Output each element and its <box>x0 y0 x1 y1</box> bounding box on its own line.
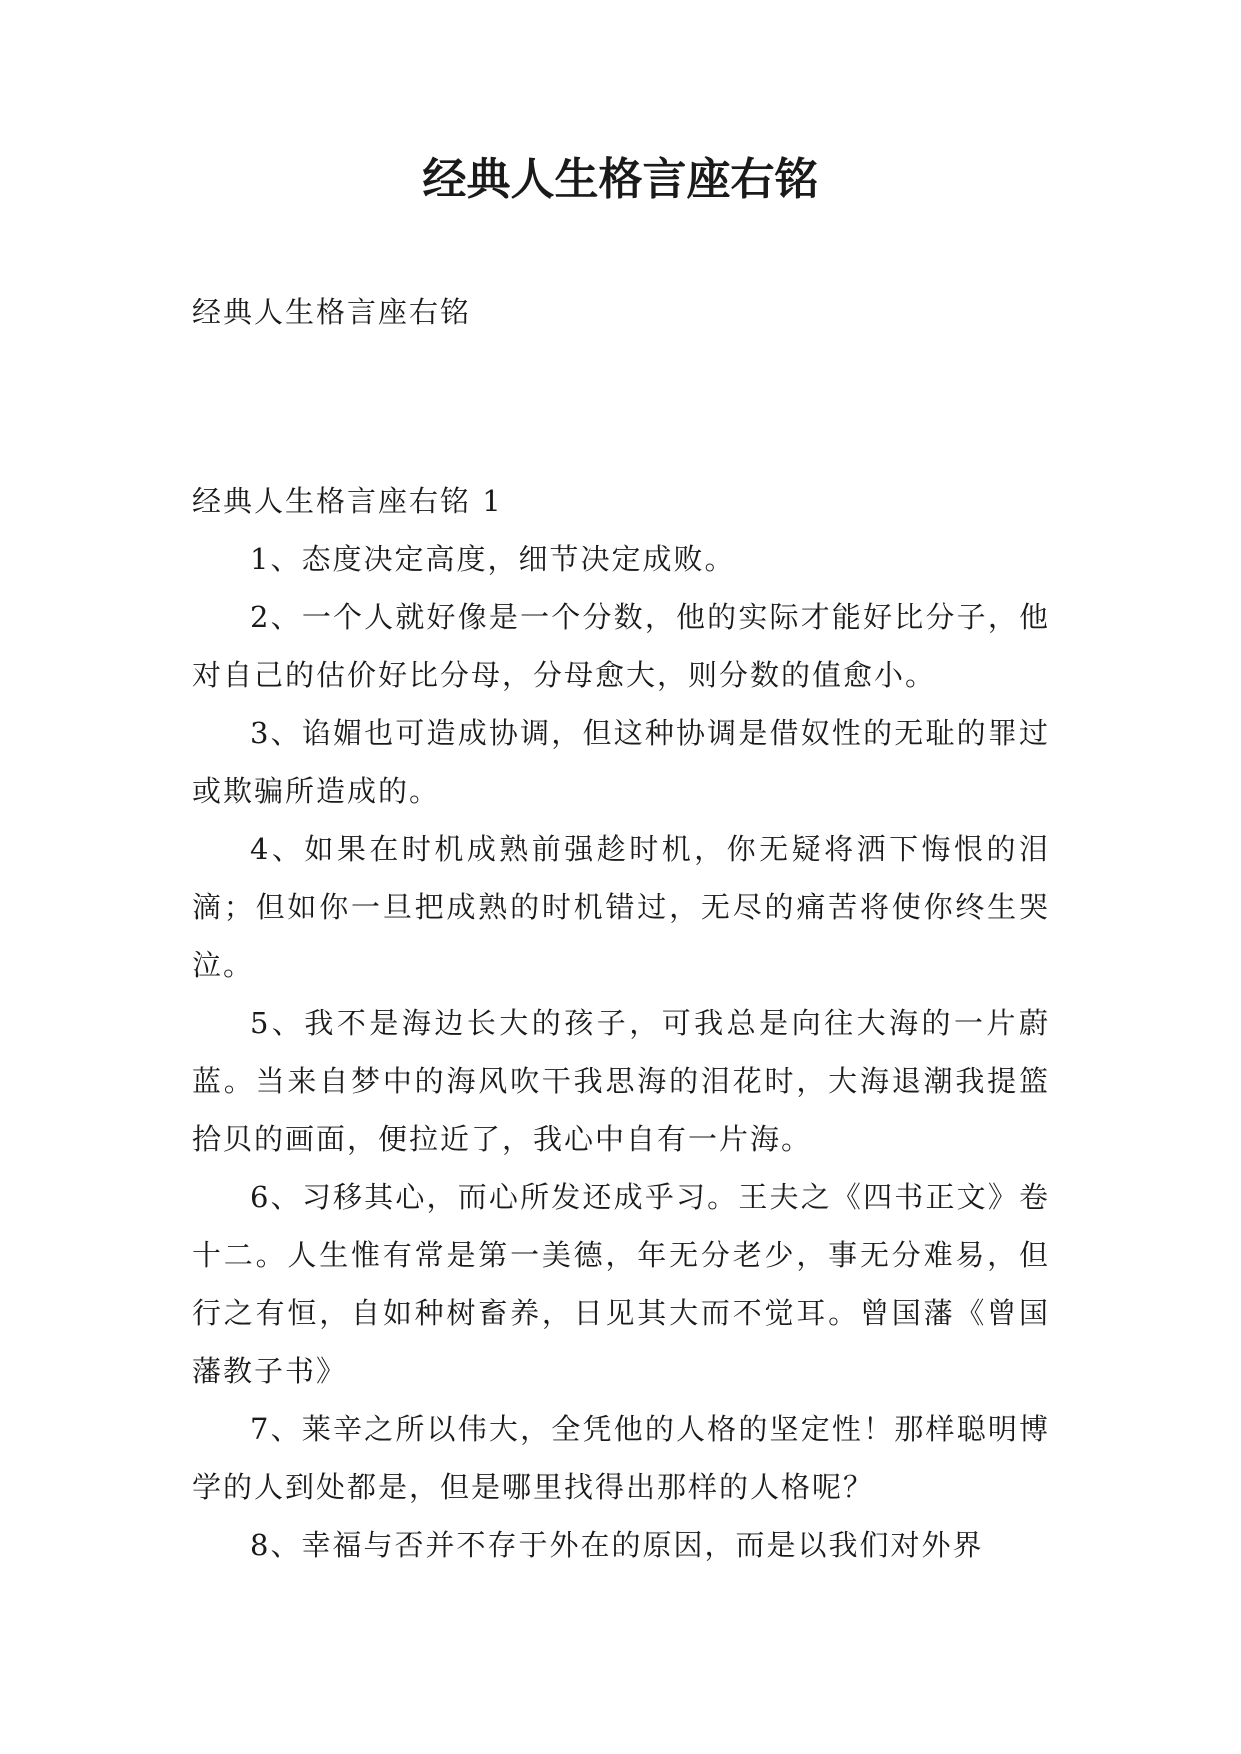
quote-paragraph-8: 8、幸福与否并不存于外在的原因，而是以我们对外界 <box>250 1528 984 1562</box>
document-subtitle: 经典人生格言座右铭 <box>192 295 472 329</box>
document-title: 经典人生格言座右铭 <box>422 154 819 205</box>
document-body <box>192 472 1050 1574</box>
quote-paragraph-6: 6、习移其心，而心所发还成乎习。王夫之《四书正文》卷十二。人生惟有常是第一美德，年无分老少，事无分难易，但行之有恒，自如种树畜养，日见其大而不觉耳。曾国藩《曾国藩教子书》 <box>192 1180 1050 1388</box>
quote-paragraph-5: 5、我不是海边长大的孩子，可我总是向往大海的一片蔚蓝。当来自梦中的海风吹干我思海的泪花时，大海退潮我提篮拾贝的画面，便拉近了，我心中自有一片海。 <box>192 1006 1050 1156</box>
quote-paragraph-1: 1、态度决定高度，细节决定成败。 <box>250 542 736 576</box>
quote-paragraph-2: 2、一个人就好像是一个分数，他的实际才能好比分子，他对自己的估价好比分母，分母愈大，则分数的值愈小。 <box>192 600 1050 692</box>
section-heading: 经典人生格言座右铭 1 <box>192 484 503 518</box>
quote-paragraph-4: 4、如果在时机成熟前强趁时机，你无疑将洒下悔恨的泪滴；但如你一旦把成熟的时机错过，无尽的痛苦将使你终生哭泣。 <box>192 832 1050 982</box>
quote-paragraph-3: 3、谄媚也可造成协调，但这种协调是借奴性的无耻的罪过或欺骗所造成的。 <box>192 716 1050 808</box>
quote-paragraph-7: 7、莱辛之所以伟大，全凭他的人格的坚定性！那样聪明博学的人到处都是，但是哪里找得出那样的人格呢？ <box>192 1412 1050 1504</box>
